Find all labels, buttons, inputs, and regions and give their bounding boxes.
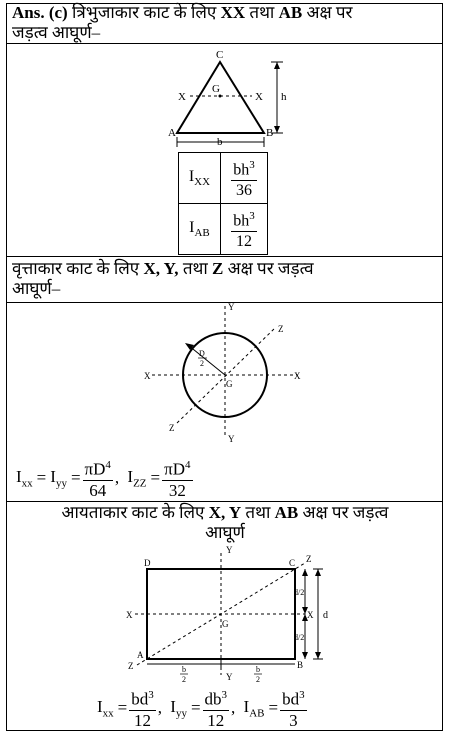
arrow-head [302, 652, 308, 659]
axis-label-x: X [255, 91, 263, 103]
table-cell-label: $I_{AB}$ [179, 204, 221, 255]
heading-text: तथा [245, 503, 271, 522]
vertex-label-b: B [266, 127, 274, 139]
heading-text: वृत्ताकार काट के लिए [12, 259, 140, 278]
heading-text: आघूर्ण [205, 523, 245, 542]
half-depth-label: d/2 [294, 588, 305, 597]
table-row [179, 153, 268, 204]
half-width-label: b [256, 665, 260, 674]
axis-ab: AB [274, 503, 299, 522]
triangle-diagram [0, 48, 450, 148]
half-width-divisor: 2 [256, 675, 260, 684]
axis-xx: XX [220, 3, 246, 22]
axis-label-y: Y [228, 434, 235, 444]
axis-label-x: X [307, 610, 314, 620]
answer-option: Ans. (c) [12, 3, 68, 22]
heading-text: अक्ष पर जड़त्व [302, 503, 389, 522]
axis-label-z: Z [128, 661, 134, 671]
axis-label-x: X [144, 371, 151, 381]
circle-heading [12, 259, 314, 279]
half-width-label: b [182, 665, 186, 674]
heading-text: आयताकार काट के लिए [61, 503, 205, 522]
answer-heading [12, 3, 353, 23]
corner-label-a: A [137, 650, 144, 660]
rect-heading [0, 503, 450, 523]
table-row [179, 204, 268, 255]
diameter-label: D [199, 349, 205, 358]
arrow-head [274, 62, 280, 69]
heading-text: त्रिभुजाकार काट के लिए [71, 3, 217, 22]
axis-label-x: X [126, 610, 133, 620]
table-cell-value: $\frac{bh^3}{36}$ [220, 153, 267, 204]
heading-text: आघूर्ण– [12, 279, 61, 298]
rectangle-diagram [0, 545, 450, 685]
heading-text: अक्ष पर [306, 3, 353, 22]
corner-label-c: C [289, 558, 296, 568]
heading-text: अक्ष पर जड़त्व [227, 259, 314, 278]
axis-label-z: Z [278, 324, 284, 334]
arrow-head [274, 126, 280, 133]
circle-formula: $I_{xx}$ = $I_{yy}$ = $\frac{\pi D^4}{64}$ , $I_{ZZ}$ = $\frac{\pi D^4}{32}$ [14, 455, 193, 501]
depth-label: d [323, 610, 328, 621]
axes-xy: X, Y, [143, 259, 179, 278]
centroid-label: G [222, 619, 229, 629]
rectangle-formula: $I_{xx}$ = $\frac{bd^3}{12}$ , $I_{yy}$ = $\frac{db^3}{12}$ , $I_{AB}$ = $\frac{bd^3}{3}$ [95, 685, 307, 731]
axes-xy: X, Y [208, 503, 242, 522]
divider [6, 43, 443, 44]
centroid-label: G [226, 379, 233, 389]
axis-label-x: X [178, 91, 186, 103]
half-width-divisor: 2 [182, 675, 186, 684]
vertex-label-a: A [168, 127, 176, 139]
corner-label-b: B [297, 660, 304, 670]
vertex-label-c: C [216, 49, 224, 61]
corner-label-d: D [144, 558, 151, 568]
triangle-shape [177, 62, 264, 133]
arrow-head [302, 569, 308, 576]
heading-text: तथा [182, 259, 208, 278]
circle-diagram [0, 300, 450, 450]
half-depth-label: d/2 [294, 633, 305, 642]
divider [6, 256, 443, 257]
axis-ab: AB [278, 3, 303, 22]
base-label: b [217, 136, 223, 148]
axis-label-x: X [294, 371, 301, 381]
axis-label-y: Y [226, 545, 233, 555]
heading-text: जड़त्व आघूर्ण– [12, 23, 101, 42]
axis-z: Z [212, 259, 224, 278]
arrow-head [315, 569, 321, 576]
table-cell-value: $\frac{bh^3}{12}$ [220, 204, 267, 255]
heading-text: तथा [249, 3, 275, 22]
radius-arrow [188, 345, 225, 375]
arrow-head [315, 652, 321, 659]
centroid-label: G [212, 83, 220, 95]
table-cell-label: $I_{XX}$ [179, 153, 221, 204]
axis-label-z: Z [169, 423, 175, 433]
height-label: h [281, 91, 287, 103]
divider [6, 501, 443, 502]
axis-label-y: Y [228, 302, 235, 312]
axis-label-y: Y [226, 672, 233, 682]
triangle-moment-table [178, 152, 268, 255]
diameter-divisor: 2 [200, 359, 204, 368]
axis-label-z: Z [306, 554, 312, 564]
